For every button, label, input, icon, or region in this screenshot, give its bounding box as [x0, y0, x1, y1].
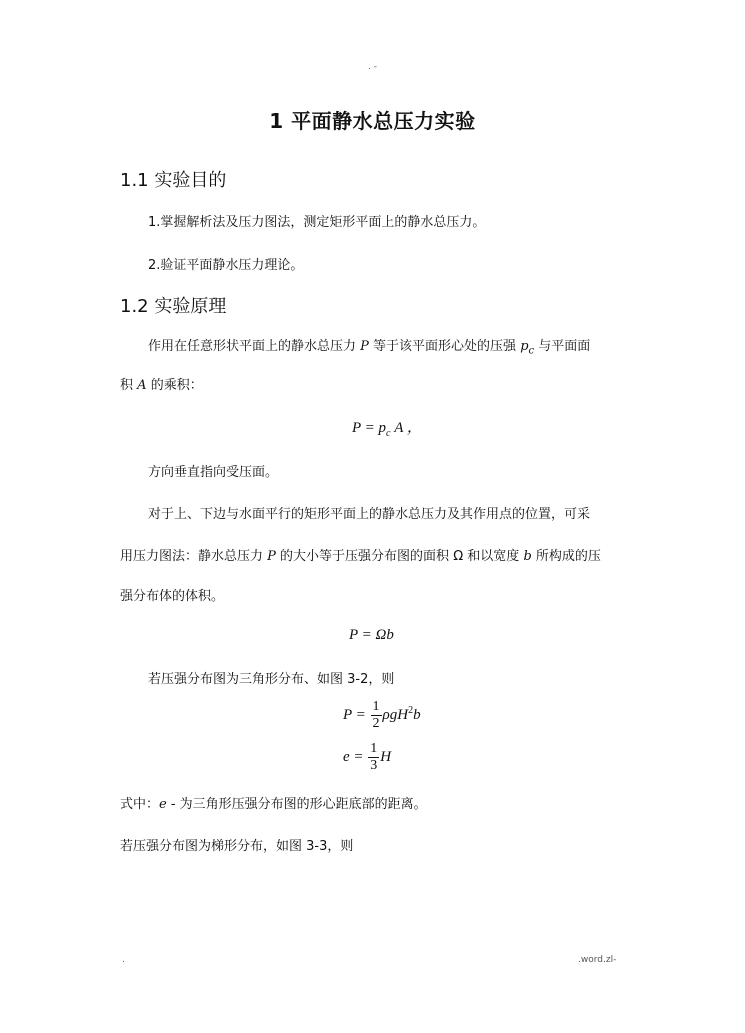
eq4-numerator: 1 — [370, 741, 378, 756]
header-mark: . - — [368, 62, 377, 72]
eq1-lhs: P = p — [352, 420, 387, 436]
symbol-P: P — [267, 549, 276, 564]
symbol-p: p — [520, 339, 529, 354]
text-span: 所构成的压 — [535, 549, 601, 564]
footer-left-mark: . — [122, 955, 125, 965]
subscript-c: c — [528, 345, 535, 357]
eq2-text: P = Ωb — [349, 627, 394, 643]
symbol-pc — [520, 339, 535, 357]
eq4-rhs: H — [380, 748, 392, 765]
paragraph-objective-1: 1.掌握解析法及压力图法，测定矩形平面上的静水总压力。 — [148, 215, 486, 230]
text-span: 等于该平面形心处的压强 — [373, 339, 517, 354]
eq4-denominator: 3 — [370, 758, 378, 773]
equation-4 — [343, 741, 391, 774]
equation-2 — [349, 627, 394, 644]
text-span: 和以宽度 — [467, 549, 520, 564]
symbol-P: P — [360, 339, 369, 354]
paragraph-objective-2: 2.验证平面静水压力理论。 — [148, 258, 304, 273]
paragraph-principle-line1 — [148, 335, 590, 357]
equation-3 — [343, 699, 421, 732]
equation-1 — [352, 416, 422, 439]
text-span: 积 — [120, 378, 134, 393]
paragraph-direction: 方向垂直指向受压面。 — [148, 465, 279, 480]
text-span: - 为三角形压强分布图的形心距底部的距离。 — [166, 797, 427, 812]
paragraph-where — [120, 793, 427, 812]
paragraph-pressure-diagram-line3: 强分布体的体积。 — [120, 589, 225, 604]
text-span: 的乘积： — [150, 378, 203, 393]
eq3-superscript: 2 — [408, 704, 414, 716]
eq1-rhs: A ， — [394, 420, 422, 436]
text-span: 作用在任意形状平面上的静水总压力 — [148, 339, 357, 354]
paragraph-principle-line2 — [120, 374, 203, 393]
eq4-lhs: e = — [343, 748, 364, 765]
section-heading-1-2: 1.2 实验原理 — [120, 296, 227, 317]
eq3-tail: b — [413, 706, 421, 723]
symbol-A: A — [137, 378, 147, 393]
paragraph-triangle: 若压强分布图为三角形分布、如图 3-2，则 — [148, 672, 395, 687]
paragraph-trapezoid: 若压强分布图为梯形分布，如图 3-3，则 — [120, 839, 354, 854]
paragraph-pressure-diagram-line1: 对于上、下边与水面平行的矩形平面上的静水总压力及其作用点的位置，可采 — [148, 507, 591, 522]
paragraph-pressure-diagram-line2 — [120, 545, 601, 564]
page-title: 1 平面静水总压力实验 — [269, 109, 476, 133]
eq3-denominator: 2 — [372, 716, 380, 731]
eq3-fraction — [371, 699, 382, 732]
eq1-sub-c: c — [386, 428, 391, 439]
symbol-b: b — [523, 549, 532, 564]
eq4-fraction — [368, 741, 379, 774]
text-span: 用压力图法：静水总压力 — [120, 549, 264, 564]
eq3-rhs: ρgH — [382, 706, 409, 723]
symbol-omega: Ω — [453, 549, 464, 564]
text-span: 与平面面 — [538, 339, 591, 354]
section-heading-1-1: 1.1 实验目的 — [120, 170, 227, 191]
eq3-lhs: P = — [343, 706, 366, 723]
eq3-numerator: 1 — [372, 699, 380, 714]
symbol-e: e — [159, 797, 167, 812]
text-span: 式中： — [120, 797, 160, 812]
text-span: 的大小等于压强分布图的面积 — [280, 549, 450, 564]
footer-right-mark: .word.zl- — [578, 955, 617, 965]
